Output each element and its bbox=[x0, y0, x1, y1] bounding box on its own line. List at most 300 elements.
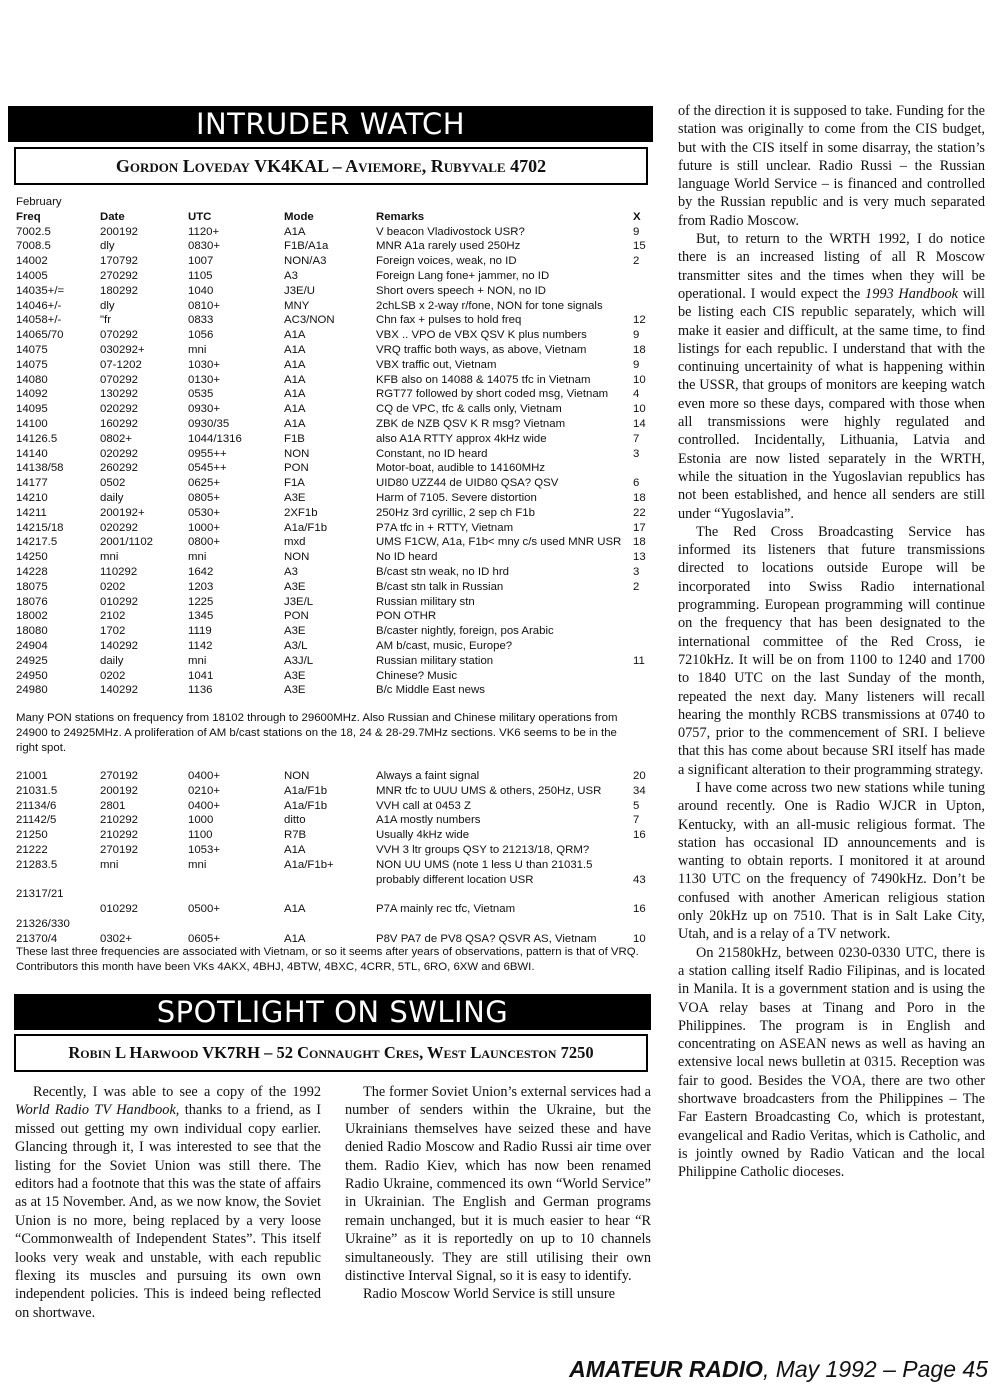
table-cell: ditto bbox=[284, 814, 306, 827]
table-cell: dly bbox=[100, 240, 115, 253]
table-cell: mni bbox=[188, 343, 207, 356]
table-cell: "fr bbox=[100, 314, 112, 327]
table-cell: Russian military station bbox=[376, 654, 494, 667]
table-cell: Harm of 7105. Severe distortion bbox=[376, 491, 537, 504]
table-cell: F1A bbox=[284, 477, 305, 490]
table-cell: F1B/A1a bbox=[284, 240, 329, 253]
table-cell: A1a/F1b bbox=[284, 799, 328, 812]
table-cell: 0130+ bbox=[188, 373, 220, 386]
table-row bbox=[16, 432, 656, 447]
table-row bbox=[16, 239, 656, 254]
table-cell: 14005 bbox=[16, 269, 48, 282]
table-row bbox=[16, 447, 656, 462]
table-cell: 43 bbox=[633, 873, 646, 886]
table-cell: 270292 bbox=[100, 269, 139, 282]
table-cell: 0810+ bbox=[188, 299, 220, 312]
table-cell: 14250 bbox=[16, 551, 48, 564]
table-cell: NON bbox=[284, 551, 310, 564]
table-cell: 210292 bbox=[100, 829, 139, 842]
table-cell: MNR tfc to UUU UMS & others, 250Hz, USR bbox=[376, 784, 602, 797]
table-cell: MNY bbox=[284, 299, 310, 312]
table-cell: 21283.5 bbox=[16, 858, 58, 871]
column-2 bbox=[345, 1083, 651, 1304]
table-cell: 010292 bbox=[100, 595, 139, 608]
intruder-table-2 bbox=[16, 769, 656, 947]
table-cell: A1a/F1b bbox=[284, 784, 328, 797]
table-cell: MNR A1a rarely used 250Hz bbox=[376, 240, 521, 253]
table-cell: daily bbox=[100, 654, 124, 667]
table-cell: 140292 bbox=[100, 639, 139, 652]
table-cell: 9 bbox=[633, 225, 640, 238]
table-row bbox=[16, 417, 656, 432]
table-cell: 14 bbox=[633, 417, 646, 430]
table-cell: 18076 bbox=[16, 595, 48, 608]
table-cell: AC3/NON bbox=[284, 314, 335, 327]
table-cell: 1044/1316 bbox=[188, 432, 242, 445]
table-cell: 0955++ bbox=[188, 447, 227, 460]
table-cell: 1030+ bbox=[188, 358, 220, 371]
intruder-watch-byline: Gordon Loveday VK4KAL – Aviemore, Rubyvale 4702 bbox=[14, 147, 648, 185]
table-cell: 18 bbox=[633, 536, 646, 549]
table-row bbox=[16, 225, 656, 240]
table-cell: 1056 bbox=[188, 329, 214, 342]
table-row bbox=[16, 580, 656, 595]
table-cell: UID80 UZZ44 de UID80 QSA? QSV bbox=[376, 477, 559, 490]
table-cell: 24950 bbox=[16, 669, 48, 682]
paragraph: Radio Moscow World Service is still unsure bbox=[363, 1286, 615, 1303]
table-cell: 17 bbox=[633, 521, 646, 534]
table-row bbox=[16, 535, 656, 550]
table-cell: Russian military stn bbox=[376, 595, 475, 608]
table-cell: A1A bbox=[284, 403, 306, 416]
table-cell: A1a/F1b bbox=[284, 521, 328, 534]
table-cell: 14058+/- bbox=[16, 314, 62, 327]
table-row bbox=[16, 402, 656, 417]
table-cell: 1053+ bbox=[188, 843, 220, 856]
table-cell: 18002 bbox=[16, 610, 48, 623]
table-cell: NON bbox=[284, 447, 310, 460]
table-cell: PON bbox=[284, 462, 309, 475]
table-cell: 14092 bbox=[16, 388, 48, 401]
table-cell: 0625+ bbox=[188, 477, 220, 490]
table-cell: 14228 bbox=[16, 565, 48, 578]
table-cell: A3J/L bbox=[284, 654, 314, 667]
table-row bbox=[16, 799, 656, 814]
table-cell: 0202 bbox=[100, 580, 126, 593]
table-cell: A1A bbox=[284, 903, 306, 916]
table-cell: Always a faint signal bbox=[376, 770, 480, 782]
table-cell: 9 bbox=[633, 358, 640, 371]
table-cell: B/cast stn weak, no ID hrd bbox=[376, 565, 509, 578]
table-row bbox=[16, 550, 656, 565]
table-cell: 110292 bbox=[100, 565, 138, 578]
column-1 bbox=[15, 1083, 321, 1322]
table-row bbox=[16, 683, 656, 698]
table-row bbox=[16, 769, 656, 784]
table-cell: 200192 bbox=[100, 784, 139, 797]
intruder-table bbox=[16, 195, 656, 698]
table-row bbox=[16, 784, 656, 799]
table-cell: 250Hz 3rd cyrillic, 2 sep ch F1b bbox=[376, 506, 535, 519]
table-cell: A1A bbox=[284, 932, 306, 945]
table-cell: B/caster nightly, foreign, pos Arabic bbox=[376, 625, 554, 638]
table-cell: Constant, no ID heard bbox=[376, 447, 488, 460]
issue-info: , May 1992 – Page 45 bbox=[762, 1356, 988, 1382]
table-cell: 010292 bbox=[100, 903, 139, 916]
paragraph: But, to return to the WRTH 1992, I do notice there is an increased listing of all R Moscow transmitter sites and the times when they will be operational. I would expect the 1993 Handbook will be listing each CIS republic separately, which will make it easier and difficult, at the same time, to find listings for each republic. I understand that with the continuing uncertainity of what is happening within the USSR, that groups of monitors are keeping watch even more so these days, compared with those when all transmissions were highly regulated and controlled. Incidentally, Lithuania, Latvia and Estonia are now listed separately in the WRTH, while the situation in the Yugoslavian republics has not been established, and hence all senders are still under “Yugoslavia”. bbox=[678, 231, 986, 522]
paragraph: The former Soviet Union’s external services had a number of senders within the Ukraine, but the Ukrainians themselves have seized these and have denied Radio Moscow and Radio Russi air time over them. Radio Kiev, which has now been renamed Radio Ukraine, commenced its own “World Service” in Ukrainian. The English and German programs remain unchanged, but it is much easier to hear “R Ukraine” as it is reportedly on up to 10 channels simultaneously. They are still utilising their own distinctive Interval Signal, so it is easy to identify. bbox=[345, 1084, 651, 1285]
table-row bbox=[16, 843, 656, 858]
table-cell: 7 bbox=[633, 432, 640, 445]
table-cell: 070292 bbox=[100, 373, 139, 386]
table-cell: Short overs speech + NON, no ID bbox=[376, 284, 546, 297]
table-cell: 14046+/- bbox=[16, 299, 62, 312]
table-cell: 160292 bbox=[100, 417, 139, 430]
table-cell: 14217.5 bbox=[16, 536, 58, 549]
table-row bbox=[16, 254, 656, 269]
table-cell: A3E bbox=[284, 491, 306, 504]
table-cell: 24980 bbox=[16, 684, 48, 697]
table-cell: VVH 3 ltr groups QSY to 21213/18, QRM? bbox=[376, 843, 590, 856]
table-cell: 3 bbox=[633, 565, 640, 578]
table-cell: 9 bbox=[633, 329, 640, 342]
table-cell: 6 bbox=[633, 477, 640, 490]
table-cell: 070292 bbox=[100, 329, 139, 342]
table-row bbox=[16, 917, 656, 932]
table-cell: 24904 bbox=[16, 639, 48, 652]
table-cell: 1007 bbox=[188, 255, 214, 268]
table-cell: 21222 bbox=[16, 843, 48, 856]
table-cell: F1B bbox=[284, 432, 305, 445]
table-cell: 14215/18 bbox=[16, 521, 64, 534]
table-cell: 14095 bbox=[16, 403, 48, 416]
table-cell: A1A bbox=[284, 343, 306, 356]
table-cell: VBX traffic out, Vietnam bbox=[376, 358, 497, 371]
table-cell: 030292+ bbox=[100, 343, 145, 356]
table-row bbox=[16, 284, 656, 299]
table-cell: 15 bbox=[633, 240, 646, 253]
table-cell: 18 bbox=[633, 491, 646, 504]
table-row bbox=[16, 654, 656, 669]
table-row bbox=[16, 343, 656, 358]
table-cell: 18 bbox=[633, 343, 646, 356]
table-cell: 1000 bbox=[188, 814, 214, 827]
table-cell: 260292 bbox=[100, 462, 139, 475]
table-cell: mni bbox=[100, 858, 119, 871]
table-row bbox=[16, 506, 656, 521]
table-cell: mni bbox=[188, 654, 207, 667]
table-cell: 0805+ bbox=[188, 491, 220, 504]
table-cell: 0800+ bbox=[188, 536, 220, 549]
paragraph: The Red Cross Broadcasting Service has informed its listeners that future transmissions directed to locations outside Europe will be incorporated into Swiss Radio international programming. European programming will continue on the frequency that has been designated to the international committee of the Red Cross, ie 7210kHz. It will be on from 1100 to 1240 and 1700 to 1840 UTC on the last Sunday of the month, repeated the next day. Many listeners will recall hearing the monthly RCBS transmissions at 0740 to 0757, prior to the commencement of SRI. I believe that this has come about because SRI itself has made a significant alteration to their programming strategy. bbox=[678, 523, 985, 778]
table-row bbox=[16, 902, 656, 917]
table-cell: No ID heard bbox=[376, 551, 438, 564]
table-cell: mxd bbox=[284, 536, 306, 549]
table-cell: 14140 bbox=[16, 447, 48, 460]
table-cell: 2XF1b bbox=[284, 506, 318, 519]
table-cell: 0930/35 bbox=[188, 417, 230, 430]
table-row bbox=[16, 461, 656, 476]
table-cell: VRQ traffic both ways, as above, Vietnam bbox=[376, 343, 587, 356]
table-cell: A3E bbox=[284, 580, 306, 593]
table-cell: P7A tfc in + RTTY, Vietnam bbox=[376, 521, 514, 534]
table-cell: 270192 bbox=[100, 843, 139, 856]
table-cell: Motor-boat, audible to 14160MHz bbox=[376, 462, 546, 475]
table-cell: Chinese? Music bbox=[376, 669, 458, 682]
magazine-name: AMATEUR RADIO bbox=[569, 1356, 763, 1382]
table-rows-2 bbox=[16, 769, 656, 947]
table-cell: mni bbox=[188, 551, 207, 564]
table-cell: 1203 bbox=[188, 580, 214, 593]
table-cell: 0400+ bbox=[188, 770, 220, 782]
table-cell: 1040 bbox=[188, 284, 214, 297]
table-cell: 2chLSB x 2-way r/fone, NON for tone signals bbox=[376, 299, 603, 312]
spotlight-byline: Robin L Harwood VK7RH – 52 Connaught Cres, West Launceston 7250 bbox=[14, 1034, 648, 1072]
table-cell: 14035+/= bbox=[16, 284, 65, 297]
table-cell: CQ de VPC, tfc & calls only, Vietnam bbox=[376, 403, 562, 416]
table-cell: A1A bbox=[284, 417, 306, 430]
table-cell: 14138/58 bbox=[16, 462, 64, 475]
table-cell: 21326/330 bbox=[16, 917, 70, 930]
table-cell: 18080 bbox=[16, 625, 48, 638]
table-cell: Usually 4kHz wide bbox=[376, 829, 470, 842]
table-cell: mni bbox=[100, 551, 119, 564]
table-cell: V beacon Vladivostock USR? bbox=[376, 225, 525, 238]
page-footer bbox=[569, 1356, 988, 1383]
table-cell: B/c Middle East news bbox=[376, 684, 485, 697]
table-cell: 10 bbox=[633, 932, 646, 945]
table-row bbox=[16, 387, 656, 402]
table-cell: 16 bbox=[633, 903, 646, 916]
table-rows bbox=[16, 225, 656, 699]
table-cell: 14075 bbox=[16, 358, 48, 371]
table-cell: KFB also on 14088 & 14075 tfc in Vietnam bbox=[376, 373, 591, 386]
table-cell: ZBK de NZB QSV K R msg? Vietnam bbox=[376, 417, 566, 430]
table-row bbox=[16, 873, 656, 888]
table-cell: 020292 bbox=[100, 403, 139, 416]
table-cell: 14126.5 bbox=[16, 432, 58, 445]
month-label: February bbox=[16, 196, 62, 208]
table-cell: 7008.5 bbox=[16, 240, 51, 253]
table-cell: 14080 bbox=[16, 373, 48, 386]
table-cell: VVH call at 0453 Z bbox=[376, 799, 471, 812]
table-cell: 20 bbox=[633, 770, 646, 782]
table-cell: VBX .. VPO de VBX QSV K plus numbers bbox=[376, 329, 587, 342]
table-row bbox=[16, 813, 656, 828]
table-row bbox=[16, 887, 656, 902]
table-cell: 1100 bbox=[188, 829, 213, 842]
table-cell: 22 bbox=[633, 506, 646, 519]
table-header: Freq Date UTC Mode Remarks X bbox=[16, 210, 641, 223]
table-cell: A3E bbox=[284, 625, 306, 638]
table-cell: NON/A3 bbox=[284, 255, 327, 268]
table-cell: A3E bbox=[284, 684, 306, 697]
table-cell: 5 bbox=[633, 799, 640, 812]
table-cell: 7 bbox=[633, 814, 640, 827]
table-cell: 21001 bbox=[16, 770, 48, 782]
table-cell: 0833 bbox=[188, 314, 214, 327]
table-cell: J3E/U bbox=[284, 284, 316, 297]
table-cell: daily bbox=[100, 491, 124, 504]
table-cell: 1702 bbox=[100, 625, 126, 638]
table-cell: 1345 bbox=[188, 610, 214, 623]
table-cell: 24925 bbox=[16, 654, 48, 667]
table-cell: 0302+ bbox=[100, 932, 132, 945]
table-cell: 3 bbox=[633, 447, 640, 460]
table-cell: 270192 bbox=[100, 770, 139, 782]
table-cell: Foreign voices, weak, no ID bbox=[376, 255, 517, 268]
table-row bbox=[16, 828, 656, 843]
table-cell: 0530+ bbox=[188, 506, 220, 519]
table-row bbox=[16, 358, 656, 373]
table-cell: 18075 bbox=[16, 580, 48, 593]
table-cell: 34 bbox=[633, 784, 646, 797]
table-cell: Foreign Lang fone+ jammer, no ID bbox=[376, 269, 550, 282]
table-cell: A1A bbox=[284, 358, 306, 371]
table-row bbox=[16, 609, 656, 624]
table-cell: B/cast stn talk in Russian bbox=[376, 580, 504, 593]
table-cell: A3/L bbox=[284, 639, 308, 652]
table-cell: 4 bbox=[633, 388, 640, 401]
table-cell: 13 bbox=[633, 551, 646, 564]
table-row bbox=[16, 595, 656, 610]
table-cell: PON OTHR bbox=[376, 610, 437, 623]
table-cell: 0605+ bbox=[188, 932, 220, 945]
table-cell: 11 bbox=[633, 654, 645, 667]
table-row bbox=[16, 624, 656, 639]
table-cell: P8V PA7 de PV8 QSA? QSVR AS, Vietnam bbox=[376, 932, 597, 945]
table-cell: 10 bbox=[633, 403, 646, 416]
column-3 bbox=[678, 102, 985, 1182]
table-cell: 14065/70 bbox=[16, 329, 64, 342]
table-cell: 2801 bbox=[100, 799, 126, 812]
table-cell: 180292 bbox=[100, 284, 139, 297]
table-cell: J3E/L bbox=[284, 595, 314, 608]
table-cell: 020292 bbox=[100, 521, 139, 534]
table-cell: 1105 bbox=[188, 269, 213, 282]
table-row bbox=[16, 521, 656, 536]
table-row bbox=[16, 269, 656, 284]
intruder-watch-banner: INTRUDER WATCH bbox=[8, 106, 653, 142]
table-row bbox=[16, 565, 656, 580]
table-cell: NON UU UMS (note 1 less U than 21031.5 bbox=[376, 858, 593, 871]
table-cell: 0830+ bbox=[188, 240, 220, 253]
table-cell: also A1A RTTY approx 4kHz wide bbox=[376, 432, 547, 445]
table-cell: 21142/5 bbox=[16, 814, 57, 827]
table-cell: 1120+ bbox=[188, 225, 220, 238]
table-cell: 0210+ bbox=[188, 784, 220, 797]
table-cell: 21250 bbox=[16, 829, 48, 842]
table-cell: 2 bbox=[633, 255, 640, 268]
table-cell: NON bbox=[284, 770, 310, 782]
table-cell: AM b/cast, music, Europe? bbox=[376, 639, 513, 652]
table-cell: 1119 bbox=[188, 625, 212, 638]
table-cell: probably different location USR bbox=[376, 873, 534, 886]
table-cell: 0400+ bbox=[188, 799, 220, 812]
paragraph: Recently, I was able to see a copy of the 1992 World Radio TV Handbook, thanks to a friend, as I missed out getting my own individual copy earlier. Glancing through it, I was interested to see that the listing for the Soviet Union was still there. The editors had a footnote that this was the state of affairs as at 15 November. And, as we now know, the Soviet Union is no more, being replaced by a very loose “Commonwealth of Independent States”. This itself looks very weak and unstable, with each republic flexing its muscles and pursuing its own own independent policies. This is indeed being reflected on shortwave. bbox=[15, 1084, 321, 1321]
table-cell: PON bbox=[284, 610, 309, 623]
table-cell: R7B bbox=[284, 829, 307, 842]
table-cell: A3E bbox=[284, 669, 306, 682]
table-cell: 10 bbox=[633, 373, 646, 386]
table-cell: 21134/6 bbox=[16, 799, 57, 812]
table-cell: A1a/F1b+ bbox=[284, 858, 334, 871]
table-cell: 1142 bbox=[188, 639, 213, 652]
table-cell: 2001/1102 bbox=[100, 536, 153, 549]
table-cell: 2 bbox=[633, 580, 640, 593]
table-cell: A1A bbox=[284, 843, 306, 856]
table-cell: 0545++ bbox=[188, 462, 227, 475]
table-cell: 1136 bbox=[188, 684, 213, 697]
table-cell: 1225 bbox=[188, 595, 214, 608]
table-cell: A1A mostly numbers bbox=[376, 814, 481, 827]
table-cell: A3 bbox=[284, 269, 298, 282]
table-cell: Chn fax + pulses to hold freq bbox=[376, 314, 522, 327]
table-cell: 020292 bbox=[100, 447, 139, 460]
table-cell: 12 bbox=[633, 314, 646, 327]
table-cell: 21370/4 bbox=[16, 932, 58, 945]
table-cell: 16 bbox=[633, 829, 646, 842]
table-cell: A1A bbox=[284, 373, 306, 386]
table-cell: 14210 bbox=[16, 491, 48, 504]
table-cell: UMS F1CW, A1a, F1b< mny c/s used MNR USR bbox=[376, 536, 622, 549]
table-cell: 0802+ bbox=[100, 432, 132, 445]
table-cell: 200192 bbox=[100, 225, 139, 238]
table-row bbox=[16, 639, 656, 654]
table-cell: 140292 bbox=[100, 684, 139, 697]
table-row bbox=[16, 373, 656, 388]
table-cell: 14211 bbox=[16, 506, 47, 519]
table-cell: A1A bbox=[284, 225, 306, 238]
table-cell: 170792 bbox=[100, 255, 139, 268]
paragraph: of the direction it is supposed to take. Funding for the station was originally to come from the CIS budget, but with the CIS itself in some disarray, the station’s future is still unclear. Radio Russi – the Russian language World Service – is financed and controlled by the Russian republic and is very much separated from Radio Moscow. bbox=[678, 103, 985, 229]
table-cell: A1A bbox=[284, 388, 306, 401]
table-cell: 200192+ bbox=[100, 506, 145, 519]
table-cell: 0202 bbox=[100, 669, 126, 682]
intruder-note-1: Many PON stations on frequency from 18102 through to 29600MHz. Also Russian and Chinese military operations from 24900 to 24925MHz. A proliferation of AM b/cast stations on the 18, 24 & 28-29.7MHz sections. VK6 seems to be in the right spot. bbox=[16, 712, 618, 754]
table-row bbox=[16, 299, 656, 314]
table-cell: 14002 bbox=[16, 255, 48, 268]
table-cell: 1041 bbox=[188, 669, 214, 682]
table-cell: A1A bbox=[284, 329, 306, 342]
table-cell: 7002.5 bbox=[16, 225, 51, 238]
intruder-note-2: These last three frequencies are associated with Vietnam, or so it seems after years of observations, pattern is that of VRQ. Contributors this month have been VKs 4AKX, 4BHJ, 4BTW, 4BXC, 4CRR, 5TL, 6RO, 6XW and 6BWI. bbox=[16, 946, 639, 973]
table-cell: 14177 bbox=[16, 477, 48, 490]
table-cell: 1642 bbox=[188, 565, 214, 578]
table-cell: 14100 bbox=[16, 417, 48, 430]
table-cell: 21317/21 bbox=[16, 888, 64, 901]
table-row bbox=[16, 669, 656, 684]
table-cell: 0930+ bbox=[188, 403, 220, 416]
table-row bbox=[16, 328, 656, 343]
table-row bbox=[16, 491, 656, 506]
table-cell: 07-1202 bbox=[100, 358, 142, 371]
paragraph: I have come across two new stations while tuning around recently. One is Radio WJCR in Upton, Kentucky, with an all-music religious format. The station has occasional ID announcements and is wanting to obtain reports. I monitored it at around 1130 UTC on the frequency of 7490kHz. Don’t be confused with another American religious station only 20kHz up on 7510. That is in Salt Lake City, Utah, and is a relay of a TV network. bbox=[678, 779, 985, 943]
table-cell: 210292 bbox=[100, 814, 139, 827]
table-cell: 0502 bbox=[100, 477, 126, 490]
table-cell: mni bbox=[188, 858, 207, 871]
table-cell: P7A mainly rec tfc, Vietnam bbox=[376, 903, 516, 916]
table-cell: RGT77 followed by short coded msg, Vietnam bbox=[376, 388, 609, 401]
table-row bbox=[16, 858, 656, 873]
table-cell: 1000+ bbox=[188, 521, 220, 534]
table-cell: 2102 bbox=[100, 610, 126, 623]
spotlight-banner: SPOTLIGHT ON SWLING bbox=[14, 994, 651, 1030]
table-row bbox=[16, 313, 656, 328]
table-cell: 21031.5 bbox=[16, 784, 58, 797]
table-row bbox=[16, 476, 656, 491]
paragraph: On 21580kHz, between 0230-0330 UTC, there is a station calling itself Radio Filipinas, and is located in Manila. It is a government station and is using the VOA relay bases at Tinang and Poro in the Philippines. The program is in English and concentrating on ASEAN news as well as having an extensive local news bulletin at 0315. Reception was fair to good. Besides the VOA, there are two other shortwave broadcasters from the Philippines – The Far Eastern Broadcasting Co, which is protestant, evangelical and Radio Veritas, which is Catholic, and is jointly owned by Radio Vatican and the local Philippine Catholic dioceses. bbox=[678, 944, 985, 1181]
